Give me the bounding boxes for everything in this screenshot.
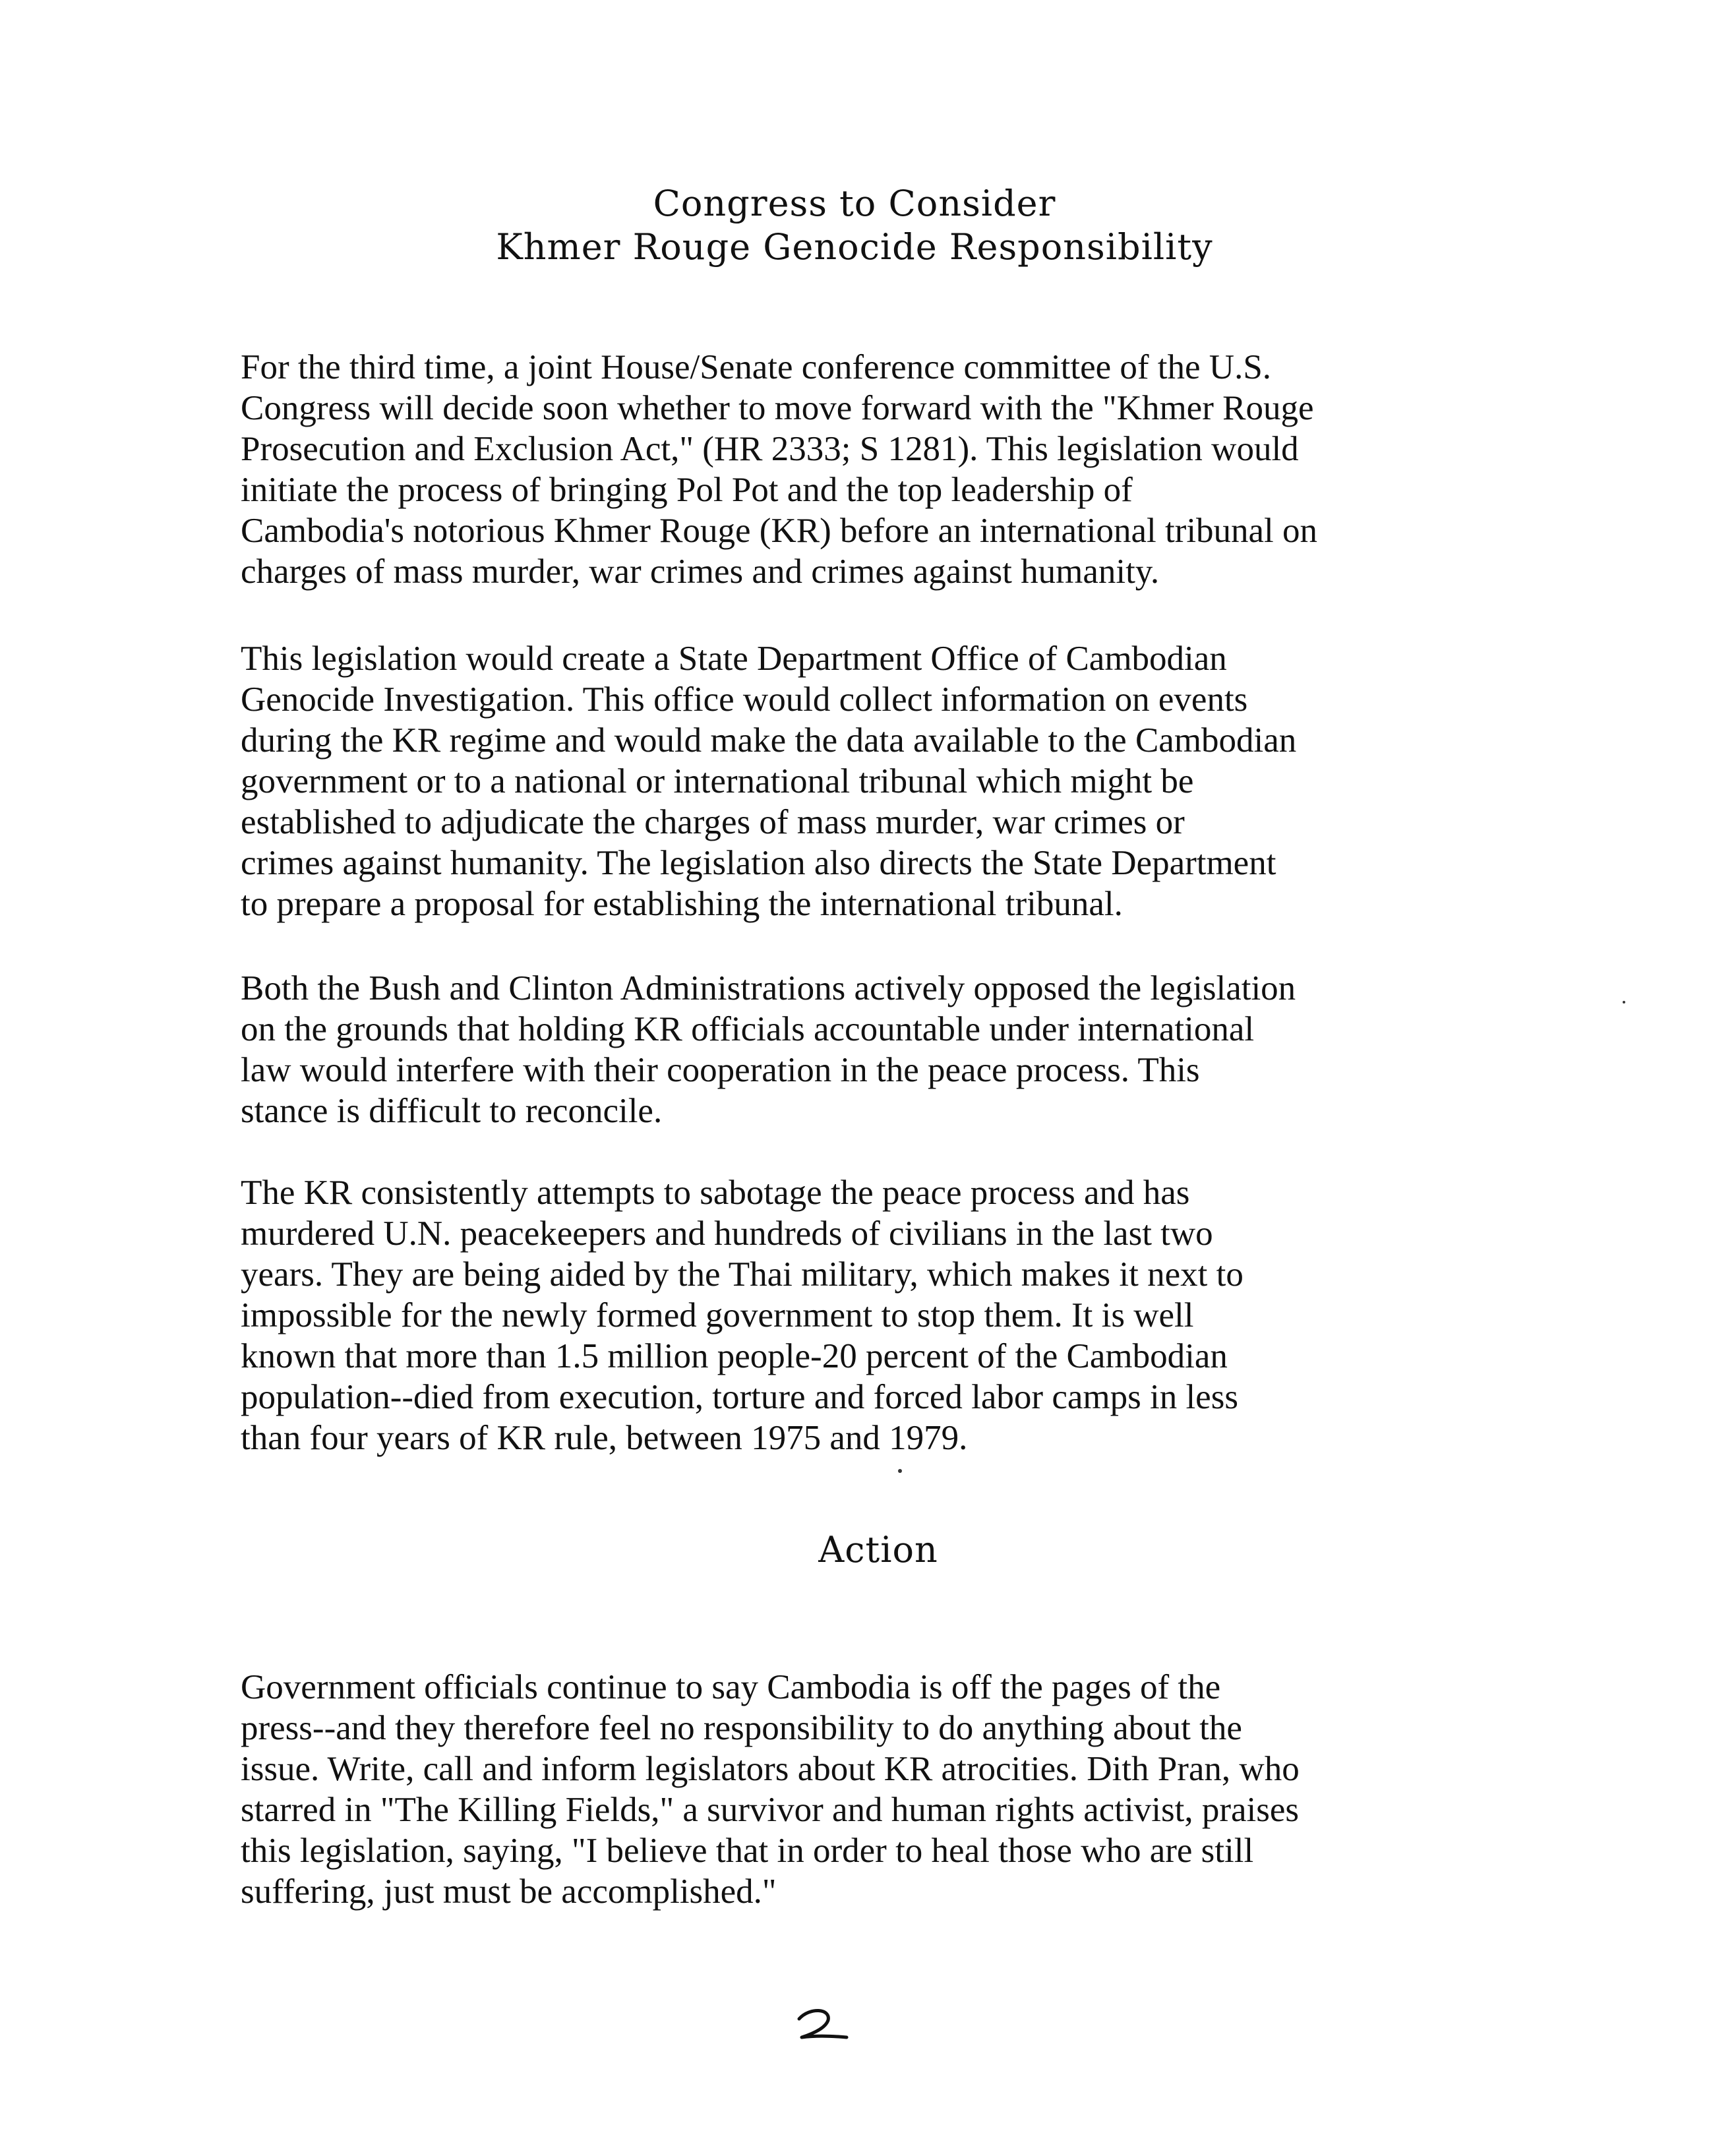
text-line: Prosecution and Exclusion Act," (HR 2333; S 1281). This legislation would — [241, 430, 1299, 468]
text-line: during the KR regime and would make the data available to the Cambodian — [241, 721, 1297, 760]
document-title — [0, 182, 1709, 269]
paragraph-kr-sabotage — [241, 1172, 1709, 1458]
text-line: impossible for the newly formed government to stop them. It is well — [241, 1296, 1194, 1334]
text-line: Government officials continue to say Cambodia is off the pages of the — [241, 1668, 1221, 1706]
text-line: years. They are being aided by the Thai military, which makes it next to — [241, 1255, 1244, 1294]
title-line-2: Khmer Rouge Genocide Responsibility — [496, 226, 1213, 268]
text-line: charges of mass murder, war crimes and crimes against humanity. — [241, 553, 1160, 591]
text-line: on the grounds that holding KR officials accountable under international — [241, 1010, 1255, 1048]
text-line: issue. Write, call and inform legislators about KR atrocities. Dith Pran, who — [241, 1750, 1300, 1788]
scan-speck — [898, 1469, 902, 1473]
text-line: The KR consistently attempts to sabotage the peace process and has — [241, 1174, 1190, 1212]
paragraph-genocide-office — [241, 638, 1709, 924]
text-line: This legislation would create a State Department Office of Cambodian — [241, 640, 1227, 678]
section-heading-action: Action — [818, 1529, 938, 1571]
paragraph-administrations — [241, 968, 1709, 1131]
title-line-1: Congress to Consider — [653, 183, 1056, 224]
page-number-handwritten — [790, 2004, 856, 2044]
text-line: known that more than 1.5 million people-20 percent of the Cambodian — [241, 1337, 1228, 1375]
text-line: Both the Bush and Clinton Administrations actively opposed the legislation — [241, 969, 1296, 1007]
text-line: Cambodia's notorious Khmer Rouge (KR) before an international tribunal on — [241, 512, 1318, 550]
text-line: For the third time, a joint House/Senate conference committee of the U.S. — [241, 348, 1272, 386]
scan-speck — [1623, 1001, 1625, 1003]
text-line: press--and they therefore feel no responsibility to do anything about the — [241, 1709, 1242, 1747]
text-line: to prepare a proposal for establishing the international tribunal. — [241, 885, 1123, 923]
text-line: initiate the process of bringing Pol Pot and the top leadership of — [241, 471, 1133, 509]
text-line: established to adjudicate the charges of mass murder, war crimes or — [241, 803, 1185, 841]
paragraph-action — [241, 1667, 1709, 1912]
text-line: law would interfere with their cooperation in the peace process. This — [241, 1051, 1200, 1089]
text-line: suffering, just must be accomplished." — [241, 1872, 777, 1911]
text-line: Genocide Investigation. This office would collect information on events — [241, 680, 1248, 719]
text-line: starred in "The Killing Fields," a survivor and human rights activist, praises — [241, 1791, 1300, 1829]
text-line: population--died from execution, torture and forced labor camps in less — [241, 1378, 1238, 1416]
text-line: stance is difficult to reconcile. — [241, 1092, 663, 1130]
text-line: murdered U.N. peacekeepers and hundreds of civilians in the last two — [241, 1214, 1213, 1253]
text-line: this legislation, saying, "I believe that in order to heal those who are still — [241, 1832, 1254, 1870]
text-line: government or to a national or international tribunal which might be — [241, 762, 1194, 800]
text-line: Congress will decide soon whether to move forward with the "Khmer Rouge — [241, 389, 1314, 427]
text-line: than four years of KR rule, between 1975 and 1979. — [241, 1419, 968, 1457]
handwritten-digit-2-stroke — [799, 2010, 847, 2037]
text-line: crimes against humanity. The legislation also directs the State Department — [241, 844, 1276, 882]
paragraph-conference-committee — [241, 347, 1709, 592]
